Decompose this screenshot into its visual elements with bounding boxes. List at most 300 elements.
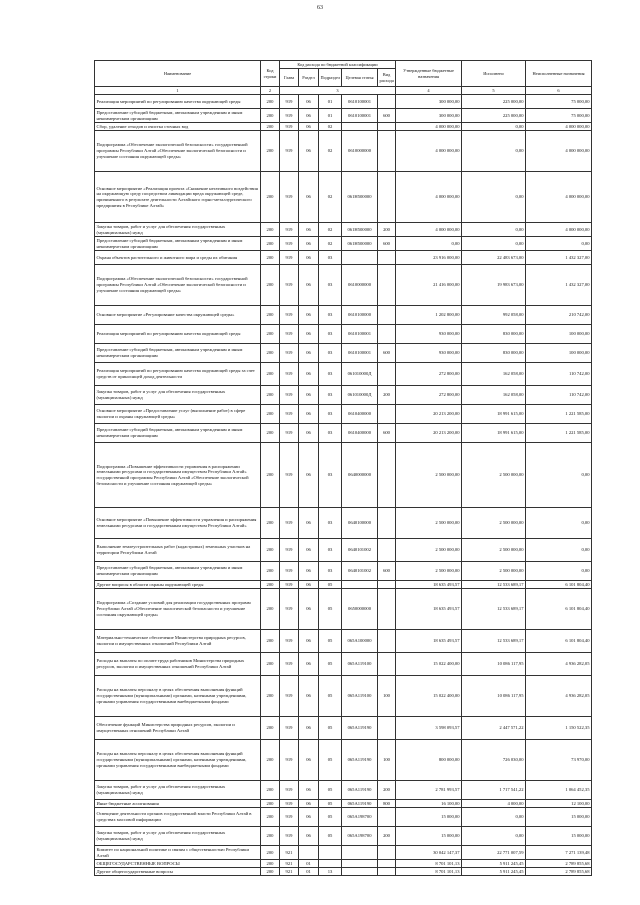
row-unexecuted: 110 742,00 [526, 386, 592, 405]
row-subsection: 03 [319, 562, 342, 581]
row-target: 0610100001 [342, 109, 378, 123]
row-approved: 16 100,00 [396, 800, 462, 808]
header-subsection: Подраздел [319, 69, 342, 87]
row-executed: 726 030,00 [462, 740, 526, 781]
row-target: 0610100001 [342, 344, 378, 363]
row-target [342, 860, 378, 868]
row-section: 01 [299, 860, 319, 868]
table-row [95, 808, 592, 827]
row-target: 065А119100 [342, 676, 378, 717]
row-chapter: 919 [280, 562, 299, 581]
row-subsection: 05 [319, 740, 342, 781]
row-approved: 800 000,00 [396, 740, 462, 781]
row-subsection [319, 860, 342, 868]
row-unexecuted: 75 000,00 [526, 109, 592, 123]
row-approved: 30 042 147,37 [396, 846, 462, 860]
row-section: 06 [299, 95, 319, 109]
row-chapter: 919 [280, 630, 299, 653]
index-cell: 3 [280, 87, 396, 95]
row-expense-type: 200 [378, 386, 396, 405]
row-code: 200 [261, 251, 280, 265]
row-unexecuted: 1 221 585,00 [526, 405, 592, 424]
row-executed: 22 771 007,59 [462, 846, 526, 860]
row-expense-type: 200 [378, 827, 396, 846]
row-chapter: 919 [280, 539, 299, 562]
row-code: 200 [261, 237, 280, 251]
row-name: Предоставление субсидий бюджетным, автономным учреждениям и иным некоммерческим организациям [95, 237, 261, 251]
row-expense-type [378, 251, 396, 265]
row-target: 061Н500000 [342, 223, 378, 237]
row-approved: 3 598 093,57 [396, 717, 462, 740]
row-subsection [319, 846, 342, 860]
row-executed: 5 911 245,45 [462, 868, 526, 876]
row-approved: 20 213 200,00 [396, 405, 462, 424]
row-target: 065А119190 [342, 740, 378, 781]
row-code: 200 [261, 306, 280, 325]
row-executed: 162 058,00 [462, 386, 526, 405]
table-row [95, 344, 592, 363]
index-cell: 4 [396, 87, 462, 95]
row-unexecuted: 1 221 585,00 [526, 424, 592, 443]
row-unexecuted: 7 271 139,48 [526, 846, 592, 860]
row-subsection: 05 [319, 630, 342, 653]
row-executed: 2 447 571,22 [462, 717, 526, 740]
row-name: Основное мероприятие «Предоставление услуг (выполнение работ) в сфере экологии и охраны окружающей среды» [95, 405, 261, 424]
table-row [95, 717, 592, 740]
row-name: Выполнение землеустроительных работ (кадастровых) земельных участков на территории Республики Алтай [95, 539, 261, 562]
row-name: Предоставление субсидий бюджетным, автономным учреждениям и иным некоммерческим организациям [95, 344, 261, 363]
row-target: 065А100000 [342, 630, 378, 653]
row-target [342, 846, 378, 860]
row-approved: 300 000,00 [396, 95, 462, 109]
row-chapter: 919 [280, 653, 299, 676]
row-chapter: 919 [280, 123, 299, 131]
row-chapter: 919 [280, 109, 299, 123]
row-expense-type [378, 653, 396, 676]
row-unexecuted: 1 432 327,00 [526, 265, 592, 306]
row-code: 200 [261, 868, 280, 876]
row-chapter: 919 [280, 800, 299, 808]
row-executed: 10 086 117,95 [462, 653, 526, 676]
row-approved: 272 800,00 [396, 386, 462, 405]
row-expense-type [378, 405, 396, 424]
header-unexecuted: Неисполненные назначения [526, 61, 592, 87]
row-approved: 18 635 493,57 [396, 581, 462, 589]
row-section: 06 [299, 443, 319, 508]
header-name: Наименование [95, 61, 261, 87]
row-expense-type [378, 589, 396, 630]
row-approved: 18 635 493,57 [396, 630, 462, 653]
row-unexecuted: 4 000 000,00 [526, 223, 592, 237]
row-chapter: 921 [280, 868, 299, 876]
row-subsection: 05 [319, 808, 342, 827]
header-chapter: Глава [280, 69, 299, 87]
row-unexecuted: 15 000,00 [526, 808, 592, 827]
header-row-code: Код строки [261, 61, 280, 87]
index-cell: 5 [462, 87, 526, 95]
table-row [95, 740, 592, 781]
row-code: 200 [261, 562, 280, 581]
row-expense-type: 200 [378, 223, 396, 237]
table-row [95, 860, 592, 868]
row-executed: 22 483 673,00 [462, 251, 526, 265]
table-row [95, 508, 592, 539]
row-chapter: 919 [280, 325, 299, 344]
row-chapter: 919 [280, 717, 299, 740]
row-code: 200 [261, 508, 280, 539]
table-row [95, 363, 592, 386]
row-chapter: 919 [280, 424, 299, 443]
row-code: 200 [261, 717, 280, 740]
row-target: 0640101002 [342, 539, 378, 562]
table-row [95, 306, 592, 325]
row-code: 200 [261, 344, 280, 363]
row-subsection: 03 [319, 424, 342, 443]
row-approved: 1 202 800,00 [396, 306, 462, 325]
row-name: Подпрограмма «Обеспечение экологической безопасности» государственной программы Республики Алтай «Обеспечение экологической безопасности и улучшение состояния окружающей среды» [95, 265, 261, 306]
row-name: Закупка товаров, работ и услуг для обеспечения государственных (муниципальных) нужд [95, 386, 261, 405]
row-approved: 300 000,00 [396, 109, 462, 123]
row-chapter: 919 [280, 131, 299, 172]
row-executed: 12 533 689,17 [462, 589, 526, 630]
row-chapter: 921 [280, 860, 299, 868]
row-code: 200 [261, 827, 280, 846]
row-name: Расходы на выплаты персоналу в целях обеспечения выполнения функций государственными (муниципальными) органами, казенными учреждениями, органами управления государственными внебюджетными фондами [95, 740, 261, 781]
row-unexecuted: 210 742,00 [526, 306, 592, 325]
row-approved: 18 635 493,57 [396, 589, 462, 630]
row-unexecuted: 2 789 855,68 [526, 868, 592, 876]
row-unexecuted: 1 432 327,00 [526, 251, 592, 265]
row-section: 06 [299, 265, 319, 306]
row-approved: 15 000,00 [396, 827, 462, 846]
row-code: 200 [261, 846, 280, 860]
table-row [95, 223, 592, 237]
index-cell: 2 [261, 87, 280, 95]
row-subsection: 05 [319, 676, 342, 717]
row-executed: 0,00 [462, 172, 526, 223]
row-section: 06 [299, 237, 319, 251]
row-target: 0610400000 [342, 405, 378, 424]
row-subsection: 03 [319, 386, 342, 405]
row-code: 200 [261, 95, 280, 109]
row-section: 06 [299, 808, 319, 827]
row-unexecuted: 110 742,00 [526, 363, 592, 386]
row-approved: 8 701 101,13 [396, 868, 462, 876]
row-section: 06 [299, 740, 319, 781]
row-code: 200 [261, 109, 280, 123]
row-name: Предоставление субсидий бюджетным, автономным учреждениям и иным некоммерческим организациям [95, 109, 261, 123]
row-chapter: 919 [280, 581, 299, 589]
row-approved: 21 416 000,00 [396, 265, 462, 306]
row-subsection: 05 [319, 800, 342, 808]
row-approved: 930 000,00 [396, 344, 462, 363]
row-expense-type [378, 265, 396, 306]
row-section: 06 [299, 131, 319, 172]
row-unexecuted: 6 101 804,40 [526, 581, 592, 589]
row-chapter: 919 [280, 443, 299, 508]
row-name: Иные бюджетные ассигнования [95, 800, 261, 808]
row-name: Закупка товаров, работ и услуг для обеспечения государственных (муниципальных) нужд [95, 223, 261, 237]
row-subsection: 05 [319, 717, 342, 740]
row-executed: 10 086 117,95 [462, 676, 526, 717]
table-row [95, 123, 592, 131]
row-executed: 162 058,00 [462, 363, 526, 386]
row-target: 061010000Д [342, 363, 378, 386]
table-row [95, 405, 592, 424]
row-section: 06 [299, 800, 319, 808]
row-unexecuted: 6 101 804,40 [526, 630, 592, 653]
row-subsection: 02 [319, 223, 342, 237]
row-executed: 18 991 615,00 [462, 405, 526, 424]
row-code: 200 [261, 363, 280, 386]
row-code: 200 [261, 781, 280, 800]
row-name: Закупка товаров, работ и услуг для обеспечения государственных (муниципальных) нужд [95, 781, 261, 800]
row-expense-type [378, 325, 396, 344]
row-unexecuted: 100 000,00 [526, 325, 592, 344]
header-executed: Исполнено [462, 61, 526, 87]
row-code: 200 [261, 443, 280, 508]
index-cell: 6 [526, 87, 592, 95]
row-expense-type [378, 363, 396, 386]
table-row [95, 131, 592, 172]
table-row [95, 424, 592, 443]
row-name: Предоставление субсидий бюджетным, автономным учреждениям и иным некоммерческим организациям [95, 424, 261, 443]
row-executed: 0,00 [462, 808, 526, 827]
row-subsection: 03 [319, 363, 342, 386]
row-subsection: 13 [319, 868, 342, 876]
table-row [95, 237, 592, 251]
table-row [95, 827, 592, 846]
row-executed: 992 058,00 [462, 306, 526, 325]
row-name: Подпрограмма «Повышение эффективности управления в распоряжении земельными ресурсами и государственным имуществом Республики Алтай» государственной программы Республики Алтай «Обеспечение экологической безопасности и улучшение состояния окружающей среды» [95, 443, 261, 508]
row-unexecuted: 4 000 000,00 [526, 131, 592, 172]
row-code: 200 [261, 539, 280, 562]
row-code: 200 [261, 325, 280, 344]
row-name: Основное мероприятие «Повышение эффективности управления и распоряжения земельными ресурсами и государственным имуществом Республики Алтай» [95, 508, 261, 539]
table-row [95, 589, 592, 630]
row-executed: 4 000,00 [462, 800, 526, 808]
row-executed: 12 533 689,17 [462, 630, 526, 653]
row-expense-type: 600 [378, 109, 396, 123]
row-expense-type: 100 [378, 740, 396, 781]
row-approved: 930 000,00 [396, 325, 462, 344]
row-name: Реализация мероприятий по регулированию качества окружающей среды за счет средств от приносящей доход деятельности [95, 363, 261, 386]
row-expense-type: 800 [378, 800, 396, 808]
index-cell: 1 [95, 87, 261, 95]
row-target: 061Н500000 [342, 172, 378, 223]
row-approved: 2 500 000,00 [396, 539, 462, 562]
row-unexecuted: 1 064 452,35 [526, 781, 592, 800]
row-name: Другие вопросы в области охраны окружающей среды [95, 581, 261, 589]
row-name: Обеспечение функций Министерства природных ресурсов, экологии и имущественных отношений Республики Алтай [95, 717, 261, 740]
row-section: 06 [299, 405, 319, 424]
row-code: 200 [261, 589, 280, 630]
header-target: Целевая статья [342, 69, 378, 87]
row-executed: 830 000,00 [462, 344, 526, 363]
row-target: 061010000Д [342, 386, 378, 405]
row-name: Подпрограмма «Обеспечение экологической безопасности» государственной программы Республики Алтай «Обеспечение экологической безопасности и улучшение состояния окружающей среды» [95, 131, 261, 172]
row-approved: 0,00 [396, 237, 462, 251]
row-subsection: 05 [319, 581, 342, 589]
row-expense-type [378, 846, 396, 860]
table-row [95, 581, 592, 589]
row-target: 0640100000 [342, 508, 378, 539]
row-code: 200 [261, 860, 280, 868]
row-chapter: 919 [280, 589, 299, 630]
row-chapter: 919 [280, 808, 299, 827]
table-row [95, 325, 592, 344]
row-name: Охрана объектов растительного и животного мира и среды их обитания [95, 251, 261, 265]
header-approved: Утвержденные бюджетные назначения [396, 61, 462, 87]
row-subsection: 03 [319, 306, 342, 325]
table-row [95, 109, 592, 123]
row-target: 0610000000 [342, 265, 378, 306]
row-expense-type: 200 [378, 781, 396, 800]
row-unexecuted: 100 000,00 [526, 344, 592, 363]
row-name: Расходы на выплаты персоналу в целях обеспечения выполнения функций государственными (муниципальными) органами, казенными учреждениями, органами управления государственными внебюджетными фондами [95, 676, 261, 717]
header-expense-type: Вид расхода [378, 69, 396, 87]
row-subsection: 05 [319, 653, 342, 676]
row-chapter: 919 [280, 172, 299, 223]
row-approved: 15 022 400,00 [396, 653, 462, 676]
row-expense-type: 600 [378, 562, 396, 581]
row-target: 065А198700 [342, 827, 378, 846]
row-approved: 23 916 000,00 [396, 251, 462, 265]
row-executed: 2 500 000,00 [462, 508, 526, 539]
row-expense-type: 100 [378, 676, 396, 717]
row-target: 065А119190 [342, 781, 378, 800]
row-name: Основное мероприятие «Реализация проекта «Снижение негативного воздействия на окружающую среду посредством ликвидации вреда окружающей среде, причиненного в результате деятельности Алтайского горно-металлургического предприятия в Республике Алтай» [95, 172, 261, 223]
row-executed: 0,00 [462, 131, 526, 172]
row-section: 06 [299, 827, 319, 846]
row-chapter: 919 [280, 386, 299, 405]
table-row [95, 95, 592, 109]
row-subsection: 03 [319, 251, 342, 265]
row-unexecuted: 0,00 [526, 539, 592, 562]
row-executed: 225 000,00 [462, 109, 526, 123]
row-subsection: 02 [319, 131, 342, 172]
row-code: 200 [261, 172, 280, 223]
row-approved: 20 213 200,00 [396, 424, 462, 443]
row-section: 06 [299, 386, 319, 405]
row-expense-type [378, 131, 396, 172]
row-approved: 15 000,00 [396, 808, 462, 827]
row-chapter: 919 [280, 781, 299, 800]
row-executed: 5 911 245,45 [462, 860, 526, 868]
row-chapter: 919 [280, 251, 299, 265]
row-name: ОБЩЕГОСУДАРСТВЕННЫЕ ВОПРОСЫ [95, 860, 261, 868]
row-unexecuted: 2 789 855,68 [526, 860, 592, 868]
row-target: 0610100001 [342, 325, 378, 344]
row-subsection: 03 [319, 539, 342, 562]
row-section: 06 [299, 676, 319, 717]
page-number: 63 [317, 5, 323, 11]
table-row [95, 386, 592, 405]
row-code: 200 [261, 405, 280, 424]
row-code: 200 [261, 676, 280, 717]
row-name: Реализация мероприятий по регулированию качества окружающей среды [95, 95, 261, 109]
table-row [95, 562, 592, 581]
row-code: 200 [261, 424, 280, 443]
row-code: 200 [261, 800, 280, 808]
header-section: Раздел [299, 69, 319, 87]
row-subsection: 02 [319, 237, 342, 251]
row-section: 06 [299, 562, 319, 581]
row-executed: 19 983 673,00 [462, 265, 526, 306]
row-chapter: 919 [280, 344, 299, 363]
row-target [342, 123, 378, 131]
row-target: 0650000000 [342, 589, 378, 630]
row-executed: 18 991 615,00 [462, 424, 526, 443]
row-target: 0640000000 [342, 443, 378, 508]
row-subsection: 02 [319, 172, 342, 223]
row-executed: 830 000,00 [462, 325, 526, 344]
row-approved: 4 000 000,00 [396, 172, 462, 223]
row-section: 06 [299, 306, 319, 325]
row-expense-type [378, 95, 396, 109]
row-target: 061Н500000 [342, 237, 378, 251]
row-unexecuted: 73 970,00 [526, 740, 592, 781]
row-executed: 0,00 [462, 827, 526, 846]
row-section: 06 [299, 363, 319, 386]
row-approved: 272 800,00 [396, 363, 462, 386]
table-row [95, 172, 592, 223]
row-approved: 15 022 400,00 [396, 676, 462, 717]
table-body [95, 95, 592, 876]
row-chapter: 919 [280, 363, 299, 386]
row-expense-type [378, 508, 396, 539]
row-expense-type [378, 717, 396, 740]
row-expense-type [378, 123, 396, 131]
row-unexecuted: 1 150 522,35 [526, 717, 592, 740]
row-target [342, 581, 378, 589]
row-section: 06 [299, 424, 319, 443]
row-code: 200 [261, 223, 280, 237]
row-target: 0640101002 [342, 562, 378, 581]
row-chapter: 919 [280, 223, 299, 237]
row-expense-type [378, 860, 396, 868]
row-executed: 2 500 000,00 [462, 539, 526, 562]
row-approved: 2 500 000,00 [396, 508, 462, 539]
row-unexecuted: 6 101 804,40 [526, 589, 592, 630]
row-section: 06 [299, 653, 319, 676]
header-classification: Код расхода по бюджетной классификации [280, 61, 396, 69]
row-unexecuted: 0,00 [526, 562, 592, 581]
row-target [342, 868, 378, 876]
row-expense-type [378, 539, 396, 562]
row-section: 06 [299, 109, 319, 123]
row-unexecuted: 0,00 [526, 508, 592, 539]
row-code: 200 [261, 653, 280, 676]
row-chapter: 919 [280, 508, 299, 539]
row-name: Другие общегосударственные вопросы [95, 868, 261, 876]
row-section: 06 [299, 581, 319, 589]
row-target: 065А119100 [342, 653, 378, 676]
row-unexecuted: 4 000 000,00 [526, 172, 592, 223]
row-expense-type [378, 172, 396, 223]
row-target [342, 251, 378, 265]
row-expense-type [378, 868, 396, 876]
row-expense-type [378, 306, 396, 325]
row-section: 06 [299, 251, 319, 265]
row-executed: 0,00 [462, 223, 526, 237]
row-subsection: 05 [319, 781, 342, 800]
table-row [95, 653, 592, 676]
row-approved: 4 000 000,00 [396, 123, 462, 131]
row-section: 06 [299, 539, 319, 562]
row-expense-type [378, 581, 396, 589]
table-row [95, 846, 592, 860]
